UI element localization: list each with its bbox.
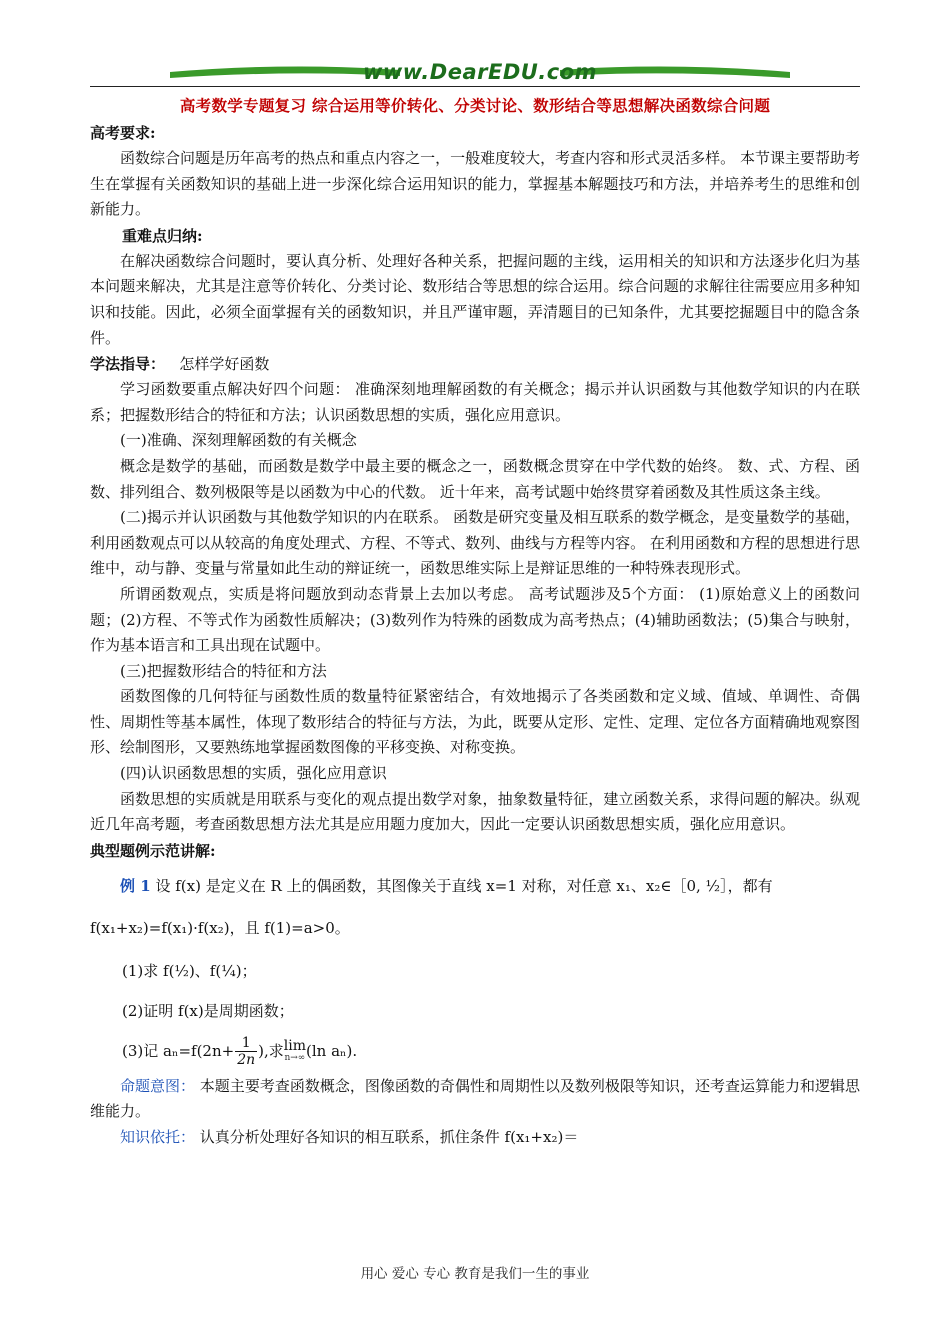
point-5-text: 函数思想的实质就是用联系与变化的观点提出数学对象，抽象数量特征，建立函数关系，求得问题的解决。纵观近几年高考题，考查函数思想方法尤其是应用题力度加大，因此一定要认识函数思想实质，强化应用意识。 (90, 789, 860, 834)
point-1-text: 概念是数学的基础，而函数是数学中最主要的概念之一，函数概念贯穿在中学代数的始终。 数、式、方程、函数、排列组合、数列极限等是以函数为中心的代数。 近十年来，高考试题中始终贯穿着函数及其性质这条主线。 (90, 456, 860, 501)
limit-symbol: lim n→∞ (283, 1037, 306, 1063)
question-2: (2)证明 f(x)是周期函数； (122, 1001, 294, 1020)
basis-paragraph: 知识依托： 认真分析处理好各知识的相互联系，抓住条件 f(x₁+x₂)＝ (120, 1128, 579, 1147)
question-3: (3)记 aₙ=f(2n+ $\frac{1}{2n}$ ),求lim n→∞ (ln aₙ). (122, 1035, 358, 1069)
example-1-condition: f(x₁+x₂)=f(x₁)·f(x₂)，且 f(1)=a>0。 (90, 918, 350, 937)
requirements-text: 函数综合问题是历年高考的热点和重点内容之一，一般难度较大，考查内容和形式灵活多样。 本节课主要帮助考生在掌握有关函数知识的基础上进一步深化综合运用知识的能力，掌握基本解题技巧和方法，并培养考生的思维和创新能力。 (90, 149, 860, 219)
examples-heading: 典型题例示范讲解: (90, 841, 216, 860)
document-title: 高考数学专题复习 综合运用等价转化、分类讨论、数形结合等思想解决函数综合问题 (179, 96, 771, 115)
method-text: 学习函数要重点解决好四个问题： 准确深刻地理解函数的有关概念；揭示并认识函数与其他数学知识的内在联系；把握数形结合的特征和方法；认识函数思想的实质，强化应用意识。 (90, 380, 860, 424)
key-points-text: 在解决函数综合问题时，要认真分析、处理好各种关系，把握问题的主线，运用相关的知识和方法逐步化归为基本问题来解决，尤其是注意等价转化、分类讨论、数形结合等思想的综合运用。综合问题的求解往往需要应用多种知识和技能。因此，必须全面掌握有关的函数知识，并且严谨审题，弄清题目的已知条件，尤其要挖掘题目中的隐含条件。 (90, 251, 860, 347)
header-rule (90, 86, 860, 87)
fraction-1-over-2n: $\frac{1}{2n}$ (237, 1035, 256, 1069)
point-2-text: (二)揭示并认识函数与其他数学知识的内在联系。 函数是研究变量及相互联系的数学概念，是变量数学的基础，利用函数观点可以从较高的角度处理式、方程、不等式、数列、曲线与方程等内容。 在利用函数和方程的思想进行思维中，动与静、变量与常量如此生动的辩证统一，函数思维实际上是辩证思维的一种特殊表现形式。 (90, 508, 860, 578)
point-4-text: 函数图像的几何特征与函数性质的数量特征紧密结合，有效地揭示了各类函数和定义域、值域、单调性、奇偶性、周期性等基本属性，体现了数形结合的特征与方法，为此，既要从定形、定性、定理、定位各方面精确地观察图形、绘制图形，又要熟练地掌握函数图像的平移变换、对称变换。 (90, 687, 860, 757)
method-heading: 学法指导： 怎样学好函数 (90, 355, 270, 374)
requirements-heading: 高考要求: (90, 124, 156, 142)
intent-paragraph: 命题意图： 本题主要考查函数概念，图像函数的奇偶性和周期性以及数列极限等知识，还考查运算能力和逻辑思维能力。 (90, 1076, 860, 1121)
example-1-label: 例 1 (120, 876, 151, 895)
point-3-text: 所谓函数观点，实质是将问题放到动态背景上去加以考虑。 高考试题涉及5个方面： (1)原始意义上的函数问题；(2)方程、不等式作为函数性质解决；(3)数列作为特殊的函数成为高考热点；(4)辅助函数法；(5)集合与映射，作为基本语言和工具出现在试题中。 (90, 584, 860, 655)
point-1-heading: (一)准确、深刻理解函数的有关概念 (120, 431, 357, 450)
example-1-statement: 例 1 设 f(x) 是定义在 R 上的偶函数，其图像关于直线 x=1 对称，对任意 x₁、x₂∈［0, ½］，都有 (120, 876, 773, 895)
page-header (90, 0, 860, 90)
point-5-heading: (四)认识函数思想的实质，强化应用意识 (120, 764, 387, 783)
basis-label: 知识依托： (120, 1128, 196, 1147)
logo-text: www.DearEDU.com (362, 60, 598, 84)
intent-label: 命题意图： (120, 1076, 196, 1095)
point-4-heading: (三)把握数形结合的特征和方法 (120, 661, 327, 680)
page-footer: 用心 爱心 专心 教育是我们一生的事业 (360, 1266, 590, 1282)
key-points-heading: 重难点归纳: (122, 226, 203, 245)
question-1: (1)求 f(½)、f(¼)； (122, 961, 257, 980)
document-page (90, 0, 860, 1151)
